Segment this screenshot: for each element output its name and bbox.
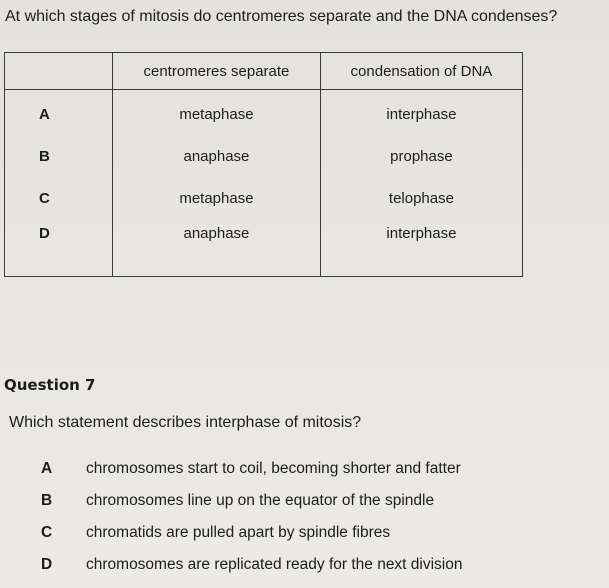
row-condensation-cell: interphase (320, 219, 522, 277)
answer-table (4, 52, 523, 277)
option-text: chromosomes start to coil, becoming shorter and fatter (86, 460, 461, 477)
row-option-letter: B (5, 135, 113, 177)
option-text: chromosomes line up on the equator of the spindle (86, 492, 435, 509)
option-letter: A (41, 460, 53, 477)
column-header-centromeres: centromeres separate (113, 53, 321, 90)
row-centromeres-cell: anaphase (113, 219, 321, 277)
table-row (5, 177, 523, 219)
table-row (5, 90, 523, 136)
row-centromeres-cell: metaphase (113, 177, 321, 219)
row-centromeres-cell: anaphase (113, 135, 321, 177)
option-letter: B (41, 492, 53, 509)
list-item (41, 460, 463, 492)
question-7-heading: Question 7 (4, 376, 96, 394)
column-header-condensation: condensation of DNA (320, 53, 522, 90)
list-item (41, 524, 463, 556)
table-row (5, 135, 523, 177)
question-7-stem: Which statement describes interphase of mitosis? (9, 414, 362, 431)
list-item (41, 556, 463, 588)
option-letter: D (41, 556, 53, 573)
table-header-row (5, 53, 523, 90)
row-condensation-cell: prophase (320, 135, 522, 177)
row-condensation-cell: interphase (320, 90, 522, 136)
table-corner-cell (5, 53, 113, 90)
option-letter: C (41, 524, 53, 541)
option-text: chromatids are pulled apart by spindle fibres (86, 524, 391, 541)
list-item (41, 492, 463, 524)
row-option-letter: D (5, 219, 113, 277)
question-7-options (41, 460, 463, 588)
row-centromeres-cell: metaphase (113, 90, 321, 136)
question-6-stem: At which stages of mitosis do centromeres separate and the DNA condenses? (5, 8, 558, 25)
option-text: chromosomes are replicated ready for the next division (86, 556, 463, 573)
row-option-letter: A (5, 90, 113, 136)
row-condensation-cell: telophase (320, 177, 522, 219)
table-row (5, 219, 523, 277)
row-option-letter: C (5, 177, 113, 219)
